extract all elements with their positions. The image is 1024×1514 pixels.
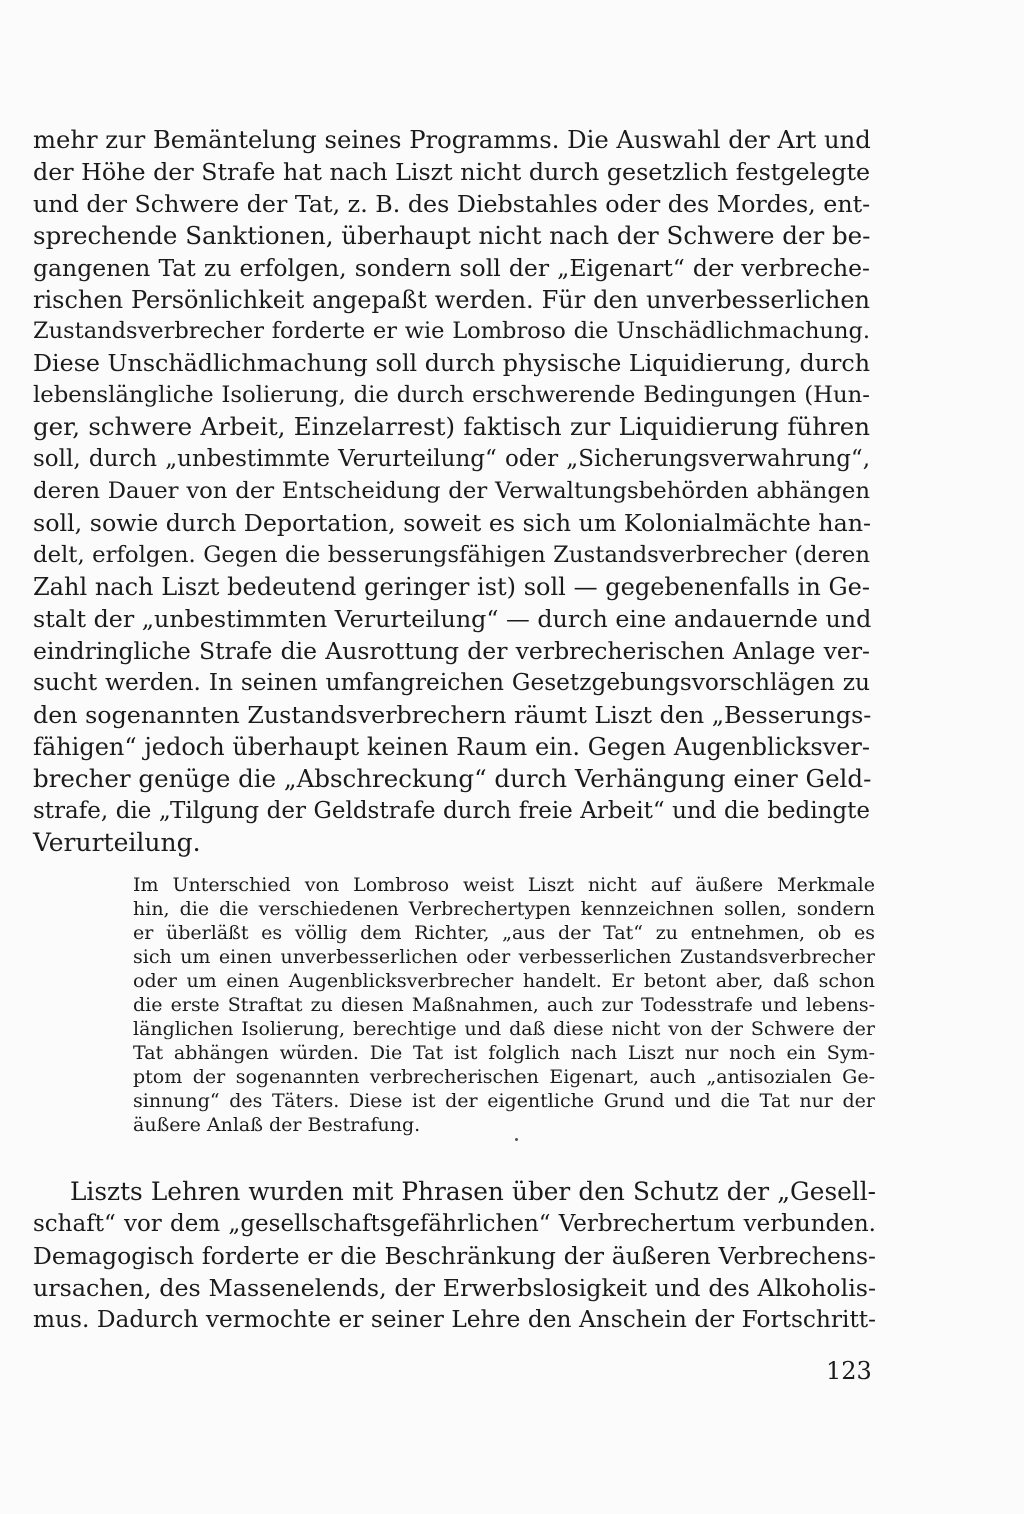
text-line: eindringliche Strafe die Ausrottung der verbrecherischen Anlage ver- xyxy=(33,637,870,665)
text-line: soll, durch „unbestimmte Verurteilung“ oder „Sicherungsverwahrung“, xyxy=(33,446,870,472)
small-text-line: hin, die die verschiedenen Verbrechertypen kennzeichnen sollen, sondern xyxy=(133,898,875,920)
small-text-line: oder um einen Augenblicksverbrecher handelt. Er betont aber, daß schon xyxy=(133,970,875,992)
text-line: gangenen Tat zu erfolgen, sondern soll der „Eigenart“ der verbreche- xyxy=(33,254,870,282)
print-speck xyxy=(515,1138,518,1141)
text-line: stalt der „unbestimmten Verurteilung“ — durch eine andauernde und xyxy=(33,605,872,633)
text-line: sprechende Sanktionen, überhaupt nicht nach der Schwere der be- xyxy=(33,221,871,250)
text-line: Demagogisch forderte er die Beschränkung der äußeren Verbrechens- xyxy=(33,1242,876,1270)
text-line: mehr zur Bemäntelung seines Programms. Die Auswahl der Art und xyxy=(33,125,871,154)
small-text-line: sinnung“ des Täters. Diese ist der eigentliche Grund und die Tat nur der xyxy=(133,1090,875,1112)
text-line: strafe, die „Tilgung der Geldstrafe durch freie Arbeit“ und die bedingte xyxy=(33,798,870,824)
text-line: Diese Unschädlichmachung soll durch physische Liquidierung, durch xyxy=(33,349,870,377)
text-line: rischen Persönlichkeit angepaßt werden. Für den unverbesserlichen xyxy=(33,286,870,314)
text-line: delt, erfolgen. Gegen die besserungsfähigen Zustandsverbrecher (deren xyxy=(33,542,870,568)
text-line: und der Schwere der Tat, z. B. des Diebstahles oder des Mordes, ent- xyxy=(33,190,871,218)
text-line: mus. Dadurch vermochte er seiner Lehre den Anschein der Fortschritt- xyxy=(33,1306,876,1333)
small-text-line: Im Unterschied von Lombroso weist Liszt nicht auf äußere Merkmale xyxy=(133,874,875,896)
text-line: sucht werden. In seinen umfangreichen Gesetzgebungsvorschlägen zu xyxy=(33,669,870,696)
text-line: brecher genüge die „Abschreckung“ durch Verhängung einer Geld- xyxy=(33,764,872,793)
small-text-line: länglichen Isolierung, berechtige und daß diese nicht von der Schwere der xyxy=(133,1018,875,1040)
text-line: ger, schwere Arbeit, Einzelarrest) faktisch zur Liquidierung führen xyxy=(33,412,870,441)
text-line: ursachen, des Massenelends, der Erwerbslosigkeit und des Alkoholis- xyxy=(33,1274,876,1302)
text-line: der Höhe der Strafe hat nach Liszt nicht durch gesetzlich festgelegte xyxy=(33,158,871,186)
small-text-line: er überläßt es völlig dem Richter, „aus der Tat“ zu entnehmen, ob es xyxy=(133,922,875,944)
small-text-line: Tat abhängen würden. Die Tat ist folglich nach Liszt nur noch ein Sym- xyxy=(133,1042,875,1064)
text-line: soll, sowie durch Deportation, soweit es sich um Kolonialmächte han- xyxy=(33,509,872,537)
text-line: schaft“ vor dem „gesellschaftsgefährlichen“ Verbrechertum verbunden. xyxy=(33,1211,876,1237)
text-line: deren Dauer von der Entscheidung der Verwaltungsbehörden abhängen xyxy=(33,478,870,504)
text-line: lebenslängliche Isolierung, die durch erschwerende Bedingungen (Hun- xyxy=(33,382,870,408)
text-line: Zahl nach Liszt bedeutend geringer ist) soll — gegebenenfalls in Ge- xyxy=(33,573,870,601)
text-line: den sogenannten Zustandsverbrechern räumt Liszt den „Besserungs- xyxy=(33,701,872,729)
text-line: fähigen“ jedoch überhaupt keinen Raum ein. Gegen Augenblicksver- xyxy=(33,733,870,761)
small-text-line: ptom der sogenannten verbrecherischen Eigenart, auch „antisozialen Ge- xyxy=(133,1066,875,1088)
text-line: Zustandsverbrecher forderte er wie Lombroso die Unschädlichmachung. xyxy=(33,318,870,344)
small-text-line: äußere Anlaß der Bestrafung. xyxy=(133,1114,421,1136)
small-text-line: sich um einen unverbesserlichen oder verbesserlichen Zustandsverbrecher xyxy=(133,946,875,968)
text-line: Liszts Lehren wurden mit Phrasen über den Schutz der „Gesell- xyxy=(70,1177,876,1206)
text-line: Verurteilung. xyxy=(33,828,201,857)
small-text-line: die erste Straftat zu diesen Maßnahmen, auch zur Todesstrafe und lebens- xyxy=(133,994,875,1016)
page-number: 123 xyxy=(826,1357,872,1385)
